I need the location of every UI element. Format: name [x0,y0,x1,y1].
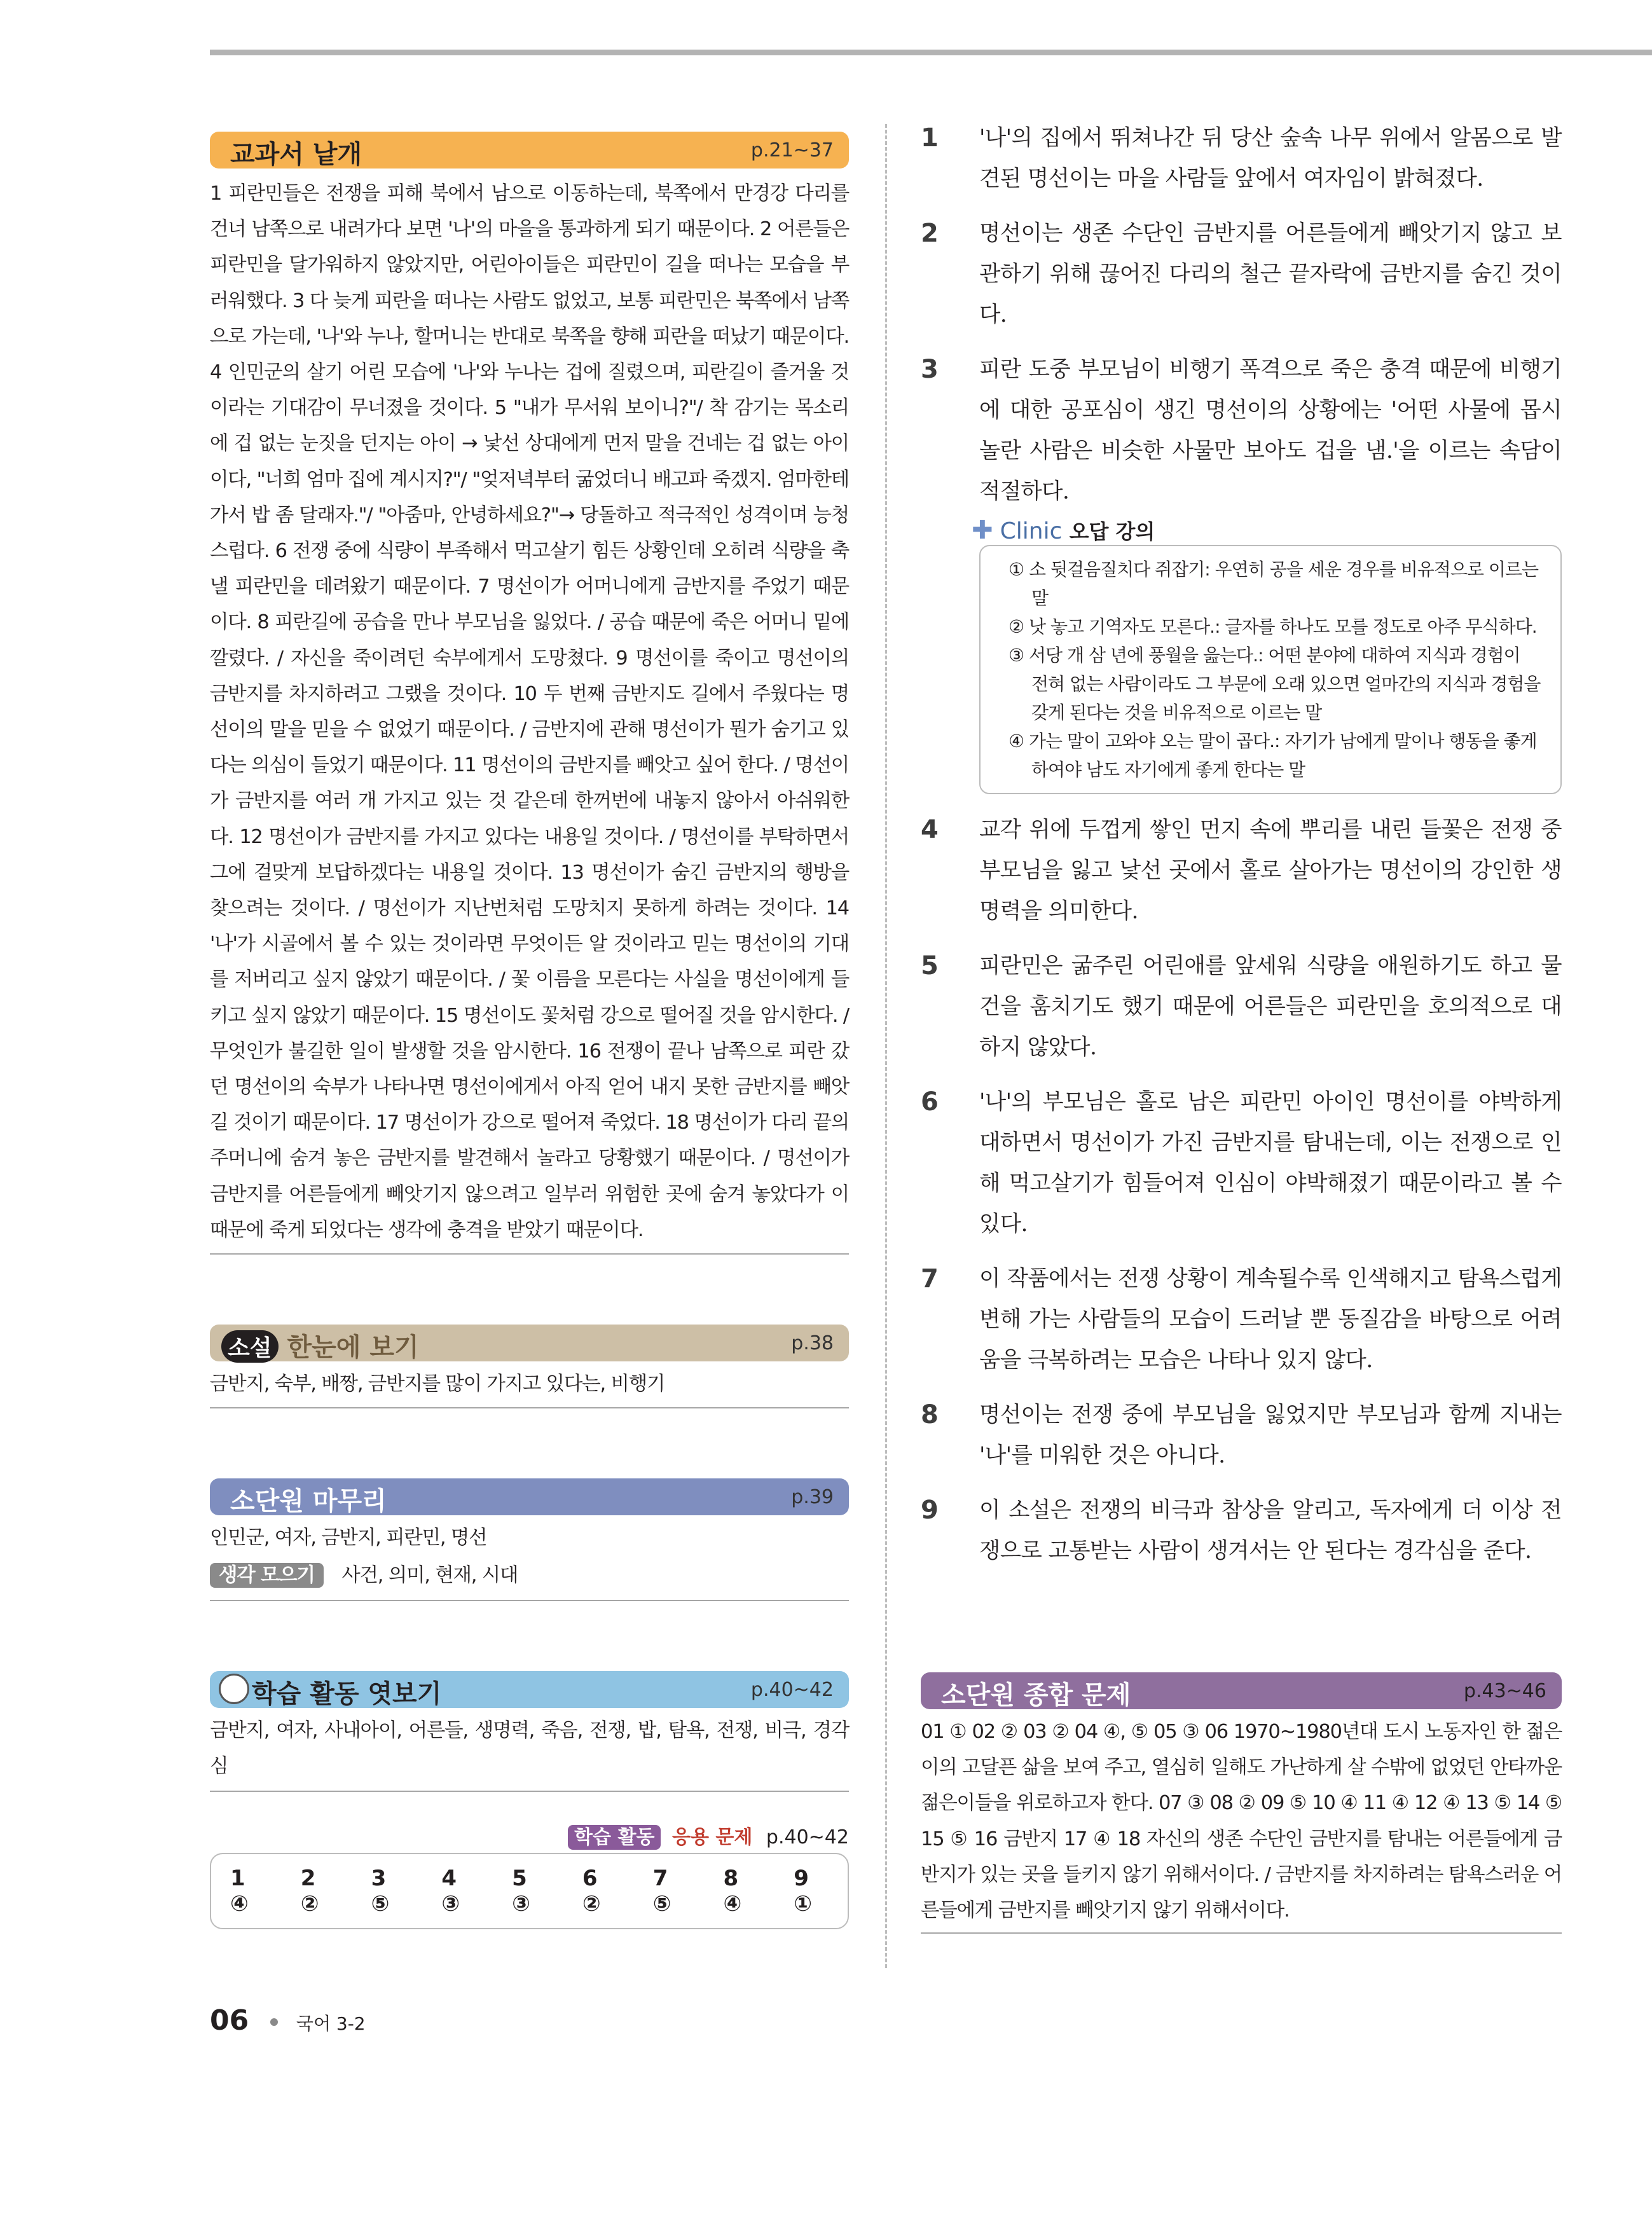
divider [210,1253,849,1255]
top-rule [210,50,1652,55]
explanation-item [921,946,1562,1068]
activity-header [210,1671,849,1708]
comprehensive-section [921,1672,1562,1934]
explanation-item [921,118,1562,199]
item-number: 9 [921,1496,939,1525]
item-text: 피란민은 굶주린 어린애를 앞세워 식량을 애원하기도 하고 물건을 훔치기도 했기 때문에 어른들은 피란민을 호의적으로 대하지 않았다. [979,953,1562,1060]
item-number: 7 [921,1264,939,1293]
activity-title: 학습 활동 엿보기 [252,1678,442,1709]
divider [210,1600,849,1601]
divider [210,1791,849,1792]
unit-title: 소단원 마무리 [230,1486,387,1517]
applied-label2: 응용 문제 [672,1826,753,1849]
unit-line2-row [210,1558,849,1593]
right-column [921,118,1562,1585]
column-divider [885,124,887,1968]
comprehensive-page: p.43~46 [1463,1680,1546,1702]
explanation-item [921,809,1562,932]
item-number: 1 [921,123,939,153]
plus-icon: ✚ [972,516,993,545]
clinic-label: Clinic [1000,518,1063,544]
activity-page: p.40~42 [750,1678,834,1701]
clinic-box [979,545,1562,794]
novel-page: p.38 [791,1332,834,1355]
clinic-header [972,516,1562,545]
item-text: 교각 위에 두껍게 쌓인 먼지 속에 뿌리를 내린 들꽃은 전쟁 중 부모님을 잃고 낯선 곳에서 홀로 살아가는 명선이의 강인한 생명력을 의미한다. [979,817,1562,924]
bullet-dot [270,2018,278,2026]
clinic-sub: 오답 강의 [1069,520,1155,544]
explanation-item [921,349,1562,512]
item-text: 이 소설은 전쟁의 비극과 참상을 알리고, 독자에게 더 이상 전쟁으로 고통받는 사람이 생겨서는 안 된다는 경각심을 준다. [979,1497,1562,1564]
divider [921,1932,1562,1934]
applied-page: p.40~42 [766,1826,849,1849]
item-number: 3 [921,355,939,384]
item-number: 8 [921,1400,939,1429]
applied-answer: 2 ② [300,1866,319,1917]
applied-answer: 9 ① [794,1866,813,1917]
explanation-item [921,1082,1562,1244]
item-number: 4 [921,815,939,844]
item-number: 2 [921,219,939,248]
clinic-line: ② 낫 놓고 기역자도 모른다.: 글자를 하나도 모를 정도로 아주 무식하다. [1008,616,1537,637]
clinic-line: ① 소 뒷걸음질치다 쥐잡기: 우연히 공을 세운 경우를 비유적으로 이르는 말 [1008,559,1538,609]
comprehensive-title: 소단원 종합 문제 [941,1680,1131,1710]
applied-answer: 8 ④ [723,1866,742,1917]
item-text: '나'의 부모님은 홀로 남은 피란민 아이인 명선이를 야박하게 대하면서 명선이가 가진 금반지를 탐내는데, 이는 전쟁으로 인해 먹고살기가 힘들어져 인심이 야박해졌기 때문이라고 볼 수 있다. [979,1089,1562,1237]
item-text: 명선이는 전쟁 중에 부모님을 잃었지만 부모님과 함께 지내는 '나'를 미워한 것은 아니다. [979,1402,1562,1468]
explanation-item [921,1258,1562,1380]
left-column [210,132,849,1929]
unit-line1: 인민군, 여자, 금반지, 피란민, 명선 [210,1527,487,1550]
item-number: 5 [921,951,939,981]
textbook-title: 교과서 낱개 [230,139,362,169]
textbook-header [210,132,849,169]
applied-header [210,1821,849,1849]
textbook-page: p.21~37 [750,139,834,162]
divider [210,1407,849,1408]
applied-answers [210,1853,849,1929]
novel-badge: 소설 [221,1330,279,1363]
novel-title: 한눈에 보기 [287,1332,419,1363]
applied-answer: 4 ③ [441,1866,460,1917]
comprehensive-answers: 01 ① 02 ② 03 ② 04 ④, ⑤ 05 ③ 06 1970~1980년대 도시 노동자인 한 젊은이의 고달픈 삶을 보여 주고, 열심히 일해도 가난하게 살 수밖에 없었던 안타까운 젊은이들을 위로하고자 한다. 07 ③ 08 ② 09 ⑤ 10 ④ 11 ④ 12 ④ 13 ⑤ 14 ⑤ 15 ⑤ 16 금반지 17 ④ 18 자신의 생존 수단인 금반지를 탐내는 어른들에게 금반지가 있는 곳을 들키지 않기 위해서이다. / 금반지를 차지하려는 탐욕스러운 어른들에게 금반지를 빼앗기지 않기 위해서이다. [921,1721,1562,1922]
explanation-item [921,1490,1562,1571]
comprehensive-header [921,1672,1562,1709]
student-icon [219,1674,249,1704]
unit-header [210,1478,849,1515]
subject-label: 국어 3-2 [296,2013,366,2034]
item-number: 6 [921,1087,939,1117]
item-text: '나'의 집에서 뛰쳐나간 뒤 당산 숲속 나무 위에서 알몸으로 발견된 명선이는 마을 사람들 앞에서 여자임이 밝혀졌다. [979,125,1562,191]
item-text: 명선이는 생존 수단인 금반지를 어른들에게 빼앗기지 않고 보관하기 위해 끊어진 다리의 철근 끝자락에 금반지를 숨긴 것이다. [979,221,1562,327]
clinic-line: ④ 가는 말이 고와야 오는 말이 곱다.: 자기가 남에게 말이나 행동을 좋게 하여야 남도 자기에게 좋게 한다는 말 [1008,731,1537,780]
explanation-item [921,1394,1562,1476]
textbook-answers: 1 피란민들은 전쟁을 피해 북에서 남으로 이동하는데, 북쪽에서 만경강 다리를 건너 남쪽으로 내려가다 보면 '나'의 마을을 통과하게 되기 때문이다. 2 어른들은 피란민을 달가워하지 않았지만, 어린아이들은 피란민이 길을 떠나는 모습을 부러워했다. 3 다 늦게 피란을 떠나는 사람도 없었고, 보통 피란민은 북쪽에서 남쪽으로 가는데, '나'와 누나, 할머니는 반대로 북쪽을 향해 피란을 떠났기 때문이다. 4 인민군의 살기 어린 모습에 '나'와 누나는 겁에 질렸으며, 피란길이 즐거울 것이라는 기대감이 무너졌을 것이다. 5 "내가 무서워 보이니?"/ 착 감기는 목소리에 겁 없는 눈짓을 던지는 아이 → 낯선 상대에게 먼저 말을 건네는 겁 없는 아이이다, "너희 엄마 집에 계시지?"/ "엊저녁부터 굶었더니 배고파 죽겠지. 엄마한테 가서 밥 좀 달래자."/ "아줌마, 안녕하세요?"→ 당돌하고 적극적인 성격이며 능청스럽다. 6 전쟁 중에 식량이 부족해서 먹고살기 힘든 상황인데 오히려 식량을 축낼 피란민을 데려왔기 때문이다. 7 명선이가 어머니에게 금반지를 주었기 때문이다. 8 피란길에 공습을 만나 부모님을 잃었다. / 공습 때문에 죽은 어머니 밑에 깔렸다. / 자신을 죽이려던 숙부에게서 도망쳤다. 9 명선이를 죽이고 명선이의 금반지를 차지하려고 그랬을 것이다. 10 두 번째 금반지도 길에서 주웠다는 명선이의 말을 믿을 수 없었기 때문이다. / 금반지에 관해 명선이가 뭔가 숨기고 있다는 의심이 들었기 때문이다. 11 명선이의 금반지를 빼앗고 싶어 한다. / 명선이가 금반지를 여러 개 가지고 있는 것 같은데 한꺼번에 내놓지 않아서 아쉬워한다. 12 명선이가 금반지를 가지고 있다는 내용일 것이다. / 명선이를 부탁하면서 그에 걸맞게 보답하겠다는 내용일 것이다. 13 명선이가 숨긴 금반지의 행방을 찾으려는 것이다. / 명선이가 지난번처럼 도망치지 못하게 하려는 것이다. 14 '나'가 시골에서 볼 수 있는 것이라면 무엇이든 알 것이라고 믿는 명선이의 기대를 저버리고 싶지 않았기 때문이다. / 꽃 이름을 모른다는 사실을 명선이에게 들키고 싶지 않았기 때문이다. 15 명선이도 꽃처럼 강으로 떨어질 것을 암시한다. / 무엇인가 불길한 일이 발생할 것을 암시한다. 16 전쟁이 끝나 남쪽으로 피란 갔던 명선이의 숙부가 나타나면 명선이에게서 아직 얻어 내지 못한 금반지를 빼앗길 것이기 때문이다. 17 명선이가 강으로 떨어져 죽었다. 18 명선이가 다리 끝의 주머니에 숨겨 놓은 금반지를 발견해서 놀라고 당황했기 때문이다. / 명선이가 금반지를 어른들에게 빼앗기지 않으려고 일부러 위험한 곳에 숨겨 놓았다가 이 때문에 죽게 되었다는 생각에 충격을 받았기 때문이다. [210,182,849,1241]
applied-label1: 학습 활동 [568,1825,661,1850]
applied-answer: 5 ③ [512,1866,530,1917]
think-tag: 생각 모으기 [210,1563,324,1588]
applied-answer: 6 ② [582,1866,601,1917]
unit-page: p.39 [791,1486,834,1509]
activity-answers: 금반지, 여자, 사내아이, 어른들, 생명력, 죽음, 전쟁, 밥, 탐욕, 전쟁, 비극, 경각심 [210,1719,849,1777]
novel-answers: 금반지, 숙부, 배짱, 금반지를 많이 가지고 있다는, 비행기 [210,1373,665,1396]
applied-answer: 7 ⑤ [652,1866,671,1917]
page-number: 06 [210,2004,249,2037]
unit-line2: 사건, 의미, 현재, 시대 [341,1564,518,1586]
clinic-line: ③ 서당 개 삼 년에 풍월을 읊는다.: 어떤 분야에 대하여 지식과 경험이 전혀 없는 사람이라도 그 부문에 오래 있으면 얼마간의 지식과 경험을 갖게 된다는 것을 비유적으로 이르는 말 [1008,645,1541,723]
explanation-item [921,213,1562,335]
page-footer [210,2004,366,2037]
item-text: 이 작품에서는 전쟁 상황이 계속될수록 인색해지고 탐욕스럽게 변해 가는 사람들의 모습이 드러날 뿐 동질감을 바탕으로 어려움을 극복하려는 모습은 나타나 있지 않다. [979,1266,1562,1373]
novel-header [210,1325,849,1361]
applied-answer: 1 ④ [230,1866,249,1917]
item-text: 피란 도중 부모님이 비행기 폭격으로 죽은 충격 때문에 비행기에 대한 공포심이 생긴 명선이의 상황에는 '어떤 사물에 몹시 놀란 사람은 비슷한 사물만 보아도 겁을 냄.'을 이르는 속담이 적절하다. [979,357,1562,504]
applied-answer: 3 ⑤ [371,1866,390,1917]
